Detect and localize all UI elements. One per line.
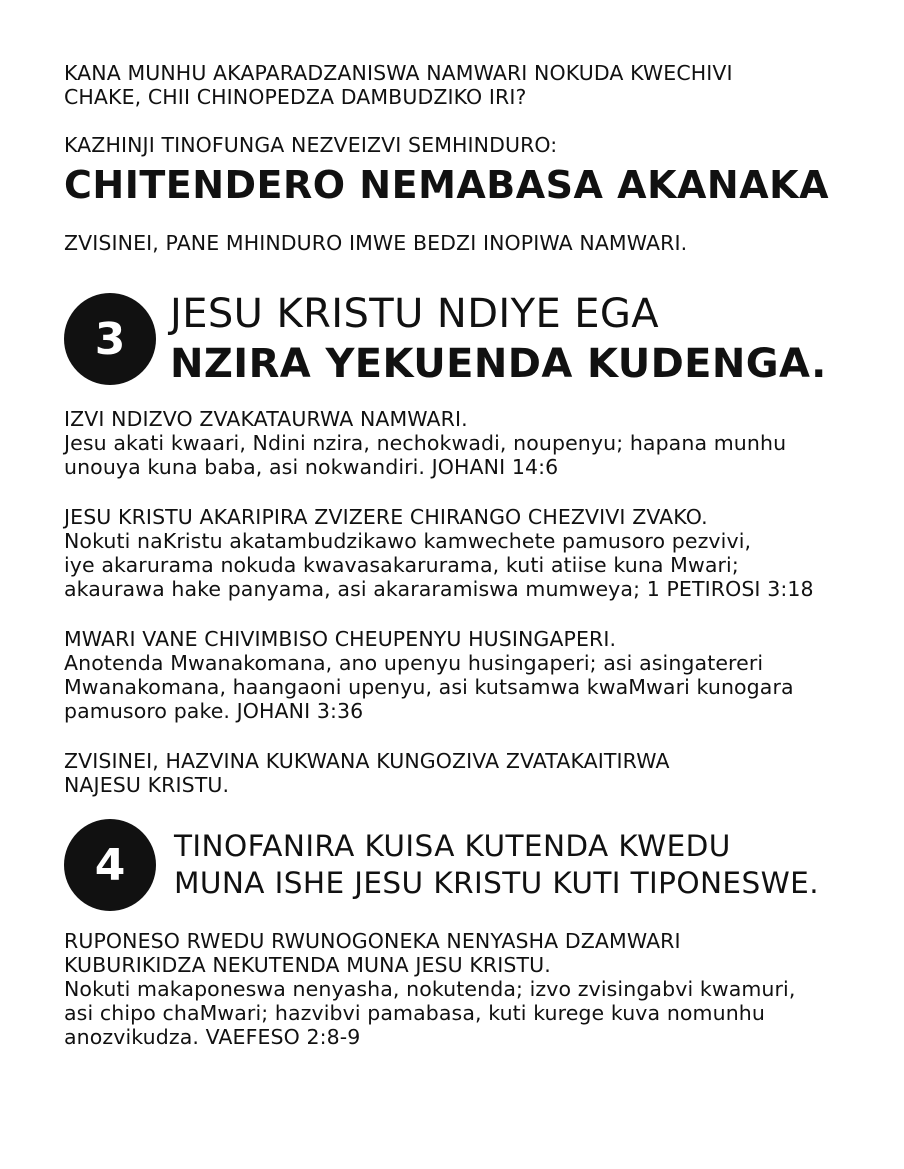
section-4-heading — [64, 819, 864, 911]
section-3-title-line: NZIRA YEKUENDA KUDENGA. — [170, 341, 827, 387]
section-4-title — [174, 828, 819, 902]
number-badge-4: 4 — [64, 819, 156, 911]
block-line: Mwanakomana, haangaoni upenyu, asi kutsamwa kwaMwari kunogara — [64, 675, 794, 699]
block-line: RUPONESO RWEDU RWUNOGONEKA NENYASHA DZAMWARI — [64, 929, 681, 953]
section-3-title — [170, 289, 827, 389]
block-line: IZVI NDIZVO ZVAKATAURWA NAMWARI. — [64, 407, 468, 431]
intro-note: ZVISINEI, PANE MHINDURO IMWE BEDZI INOPIWA NAMWARI. — [64, 231, 688, 255]
block-line: JESU KRISTU AKARIPIRA ZVIZERE CHIRANGO CHEZVIVI ZVAKO. — [64, 505, 708, 529]
intro-question-line: KANA MUNHU AKAPARADZANISWA NAMWARI NOKUDA KWECHIVI — [64, 61, 733, 85]
block-line: pamusoro pake. JOHANI 3:36 — [64, 699, 364, 723]
section-4-title-line: MUNA ISHE JESU KRISTU KUTI TIPONESWE. — [174, 866, 819, 900]
block-line: unouya kuna baba, asi nokwandiri. JOHANI 14:6 — [64, 455, 559, 479]
section-3-block — [64, 407, 864, 479]
block-line: ZVISINEI, HAZVINA KUKWANA KUNGOZIVA ZVATAKAITIRWA — [64, 749, 670, 773]
block-line: KUBURIKIDZA NEKUTENDA MUNA JESU KRISTU. — [64, 953, 551, 977]
section-3-title-line: JESU KRISTU NDIYE EGA — [170, 291, 660, 337]
tract-page — [64, 58, 864, 1049]
section-4-block — [64, 929, 864, 1049]
intro-lead: KAZHINJI TINOFUNGA NEZVEIZVI SEMHINDURO: — [64, 133, 558, 157]
block-line: anozvikudza. VAEFESO 2:8-9 — [64, 1025, 361, 1049]
block-line: Nokuti makaponeswa nenyasha, nokutenda; izvo zvisingabvi kwamuri, — [64, 977, 796, 1001]
section-3-block — [64, 627, 864, 723]
headline: CHITENDERO NEMABASA AKANAKA — [64, 163, 830, 207]
block-line: MWARI VANE CHIVIMBISO CHEUPENYU HUSINGAPERI. — [64, 627, 617, 651]
block-line: NAJESU KRISTU. — [64, 773, 230, 797]
block-line: akaurawa hake panyama, asi akararamiswa mumweya; 1 PETIROSI 3:18 — [64, 577, 814, 601]
block-line: iye akarurama nokuda kwavasakarurama, kuti atiise kuna Mwari; — [64, 553, 739, 577]
intro-question-line: CHAKE, CHII CHINOPEDZA DAMBUDZIKO IRI? — [64, 85, 527, 109]
block-line: Anotenda Mwanakomana, ano upenyu husingaperi; asi asingatereri — [64, 651, 764, 675]
intro-question — [64, 61, 864, 109]
block-line: Nokuti naKristu akatambudzikawo kamwechete pamusoro pezvivi, — [64, 529, 752, 553]
block-line: Jesu akati kwaari, Ndini nzira, nechokwadi, noupenyu; hapana munhu — [64, 431, 787, 455]
section-4-title-line: TINOFANIRA KUISA KUTENDA KWEDU — [174, 829, 731, 863]
section-3-heading — [64, 289, 864, 389]
section-3-block — [64, 505, 864, 601]
section-3-block — [64, 749, 864, 797]
block-line: asi chipo chaMwari; hazvibvi pamabasa, kuti kurege kuva nomunhu — [64, 1001, 765, 1025]
number-badge-3: 3 — [64, 293, 156, 385]
